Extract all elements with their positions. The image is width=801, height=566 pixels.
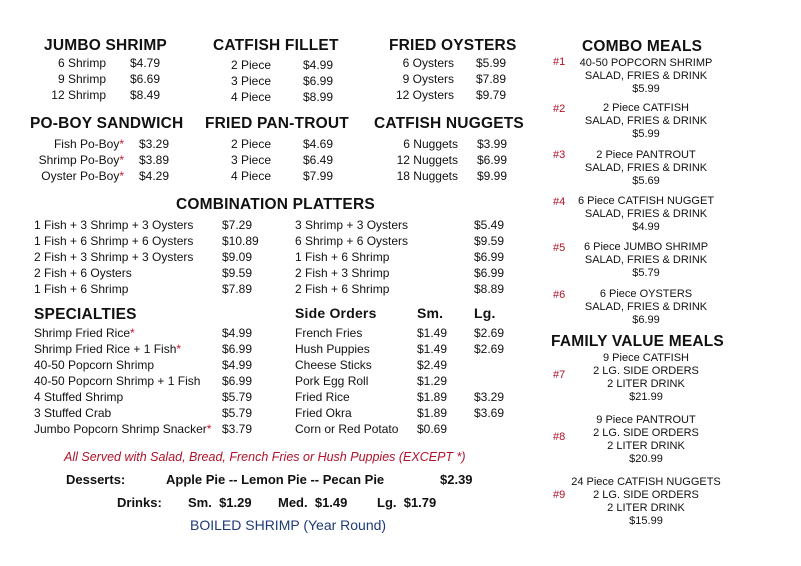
combo-price: $5.69 <box>632 175 660 187</box>
drinks-label: Drinks: <box>117 495 162 510</box>
menu-item-label: 9 Oysters <box>402 72 454 86</box>
menu-item-price: $4.69 <box>303 137 334 151</box>
family-number: #7 <box>553 369 566 381</box>
menu-item-label: Jumbo Popcorn Shrimp Snacker* <box>34 422 212 436</box>
menu-item-label: 40-50 Popcorn Shrimp <box>34 358 155 372</box>
menu-item-label: Shrimp Po-Boy* <box>38 153 124 167</box>
combo-sides: SALAD, FRIES & DRINK <box>584 115 708 127</box>
family-meal-drink: 2 LITER DRINK <box>607 378 685 390</box>
family-meal-price: $20.99 <box>629 453 663 465</box>
combo-number: #6 <box>553 289 566 301</box>
po-boy-heading: PO-BOY SANDWICH <box>30 115 184 132</box>
menu-item-label: 3 Shrimp + 3 Oysters <box>295 218 409 232</box>
family-meal-sides: 2 LG. SIDE ORDERS <box>593 489 699 501</box>
menu-item-price: $9.59 <box>222 266 253 280</box>
side-item-label: Fried Rice <box>295 390 350 404</box>
combo-sides: SALAD, FRIES & DRINK <box>584 70 708 82</box>
menu-item-price: $6.99 <box>303 74 334 88</box>
menu-item-price: $7.29 <box>222 218 253 232</box>
side-item-sm-price: $2.49 <box>417 358 448 372</box>
combo-number: #2 <box>553 103 566 115</box>
menu-item-price: $6.69 <box>130 72 161 86</box>
side-orders-heading: Side Orders <box>295 305 377 321</box>
combo-name: 40-50 POPCORN SHRIMP <box>579 57 713 69</box>
menu-item-label: 40-50 Popcorn Shrimp + 1 Fish <box>34 374 201 388</box>
side-orders-sm-header: Sm. <box>417 305 444 321</box>
menu-item-price: $9.99 <box>477 169 508 183</box>
menu-item-price: $6.99 <box>474 266 505 280</box>
combo-meals-heading: COMBO MEALS <box>582 38 703 55</box>
menu-item-label: 2 Fish + 3 Shrimp <box>295 266 390 280</box>
menu-item-price: $5.99 <box>476 56 507 70</box>
combo-number: #3 <box>553 149 566 161</box>
combo-number: #5 <box>553 242 566 254</box>
combo-sides: SALAD, FRIES & DRINK <box>584 254 708 266</box>
menu-item-price: $8.89 <box>474 282 505 296</box>
combo-sides: SALAD, FRIES & DRINK <box>584 208 708 220</box>
menu-item-price: $4.99 <box>303 58 334 72</box>
desserts-items: Apple Pie -- Lemon Pie -- Pecan Pie <box>166 472 385 487</box>
combo-sides: SALAD, FRIES & DRINK <box>584 162 708 174</box>
side-item-label: Hush Puppies <box>295 342 370 356</box>
menu-item-label: 2 Fish + 6 Shrimp <box>295 282 390 296</box>
menu-item-price: $4.79 <box>130 56 161 70</box>
menu-item-label: 3 Piece <box>231 153 272 167</box>
combo-name: 2 Piece CATFISH <box>603 102 689 114</box>
menu-item-label: 3 Stuffed Crab <box>34 406 112 420</box>
fried-pantrout-heading: FRIED PAN-TROUT <box>205 115 349 132</box>
combo-sides: SALAD, FRIES & DRINK <box>584 301 708 313</box>
family-number: #8 <box>553 431 566 443</box>
combo-name: 6 Piece CATFISH NUGGET <box>577 195 715 207</box>
family-number: #9 <box>553 489 566 501</box>
menu-item-label: 1 Fish + 6 Shrimp <box>34 282 129 296</box>
menu-item-price: $7.89 <box>222 282 253 296</box>
side-item-sm-price: $1.89 <box>417 406 448 420</box>
menu-item-label: 4 Stuffed Shrimp <box>34 390 124 404</box>
drinks-medium: Med. $1.49 <box>278 495 348 510</box>
menu-item-price: $8.49 <box>130 88 161 102</box>
family-meal-name: 9 Piece PANTROUT <box>596 414 696 426</box>
drinks-small: Sm. $1.29 <box>188 495 252 510</box>
menu-item-label: 12 Shrimp <box>51 88 106 102</box>
side-item-label: Fried Okra <box>295 406 352 420</box>
side-item-lg-price: $3.69 <box>474 406 505 420</box>
menu-item-price: $9.09 <box>222 250 253 264</box>
combo-price: $5.79 <box>632 267 660 279</box>
family-meal-drink: 2 LITER DRINK <box>607 440 685 452</box>
specialties-heading: SPECIALTIES <box>34 306 137 323</box>
menu-item-price: $6.99 <box>474 250 505 264</box>
menu-item-label: 18 Nuggets <box>396 169 458 183</box>
menu-item-price: $6.99 <box>477 153 508 167</box>
combo-name: 2 Piece PANTROUT <box>596 149 696 161</box>
menu-item-label: 6 Shrimp <box>57 56 106 70</box>
combo-name: 6 Piece OYSTERS <box>599 288 693 300</box>
side-item-sm-price: $1.29 <box>417 374 448 388</box>
menu-item-label: 6 Oysters <box>402 56 454 70</box>
menu-item-label: 2 Fish + 6 Oysters <box>34 266 132 280</box>
desserts-label: Desserts: <box>66 472 126 487</box>
menu-item-label: Shrimp Fried Rice + 1 Fish* <box>34 342 182 356</box>
menu-item-label: Oyster Po-Boy* <box>41 169 124 183</box>
menu-item-label: 2 Piece <box>231 58 272 72</box>
menu-item-price: $9.79 <box>476 88 507 102</box>
combo-number: #4 <box>553 196 566 208</box>
side-item-lg-price: $2.69 <box>474 326 505 340</box>
menu-item-price: $7.99 <box>303 169 334 183</box>
menu-item-price: $5.79 <box>222 390 253 404</box>
combo-name: 6 Piece JUMBO SHRIMP <box>583 241 709 253</box>
side-orders-lg-header: Lg. <box>474 305 496 321</box>
menu-item-price: $9.59 <box>474 234 505 248</box>
side-item-sm-price: $1.49 <box>417 342 448 356</box>
menu-item-price: $3.29 <box>139 137 170 151</box>
side-item-label: French Fries <box>295 326 363 340</box>
menu-item-price: $3.99 <box>477 137 508 151</box>
jumbo-shrimp-heading: JUMBO SHRIMP <box>44 37 167 54</box>
side-item-lg-price: $3.29 <box>474 390 505 404</box>
menu-item-label: 12 Oysters <box>395 88 454 102</box>
menu-item-label: 6 Nuggets <box>403 137 458 151</box>
menu-item-label: 6 Shrimp + 6 Oysters <box>295 234 409 248</box>
menu-item-label: 3 Piece <box>231 74 272 88</box>
combo-price: $6.99 <box>632 314 660 326</box>
side-item-label: Corn or Red Potato <box>295 422 399 436</box>
menu-item-price: $6.49 <box>303 153 334 167</box>
family-meal-sides: 2 LG. SIDE ORDERS <box>593 427 699 439</box>
menu-item-price: $4.99 <box>222 358 253 372</box>
family-value-meals-heading: FAMILY VALUE MEALS <box>551 333 724 350</box>
family-meal-price: $21.99 <box>629 391 663 403</box>
side-item-lg-price: $2.69 <box>474 342 505 356</box>
boiled-shrimp-note: BOILED SHRIMP (Year Round) <box>190 517 387 533</box>
drinks-large: Lg. $1.79 <box>377 495 437 510</box>
side-item-sm-price: $1.89 <box>417 390 448 404</box>
menu-item-price: $3.79 <box>222 422 253 436</box>
family-meal-name: 9 Piece CATFISH <box>603 352 689 364</box>
catfish-nuggets-heading: CATFISH NUGGETS <box>374 115 524 132</box>
menu-item-label: Shrimp Fried Rice* <box>34 326 135 340</box>
menu-item-label: 1 Fish + 6 Shrimp + 6 Oysters <box>34 234 194 248</box>
menu-item-label: Fish Po-Boy* <box>53 137 124 151</box>
side-item-label: Pork Egg Roll <box>295 374 369 388</box>
menu-item-price: $5.79 <box>222 406 253 420</box>
menu-item-price: $5.49 <box>474 218 505 232</box>
fried-oysters-heading: FRIED OYSTERS <box>389 37 517 54</box>
combination-platters-heading: COMBINATION PLATTERS <box>176 196 375 213</box>
menu-item-price: $6.99 <box>222 342 253 356</box>
menu-item-label: 9 Shrimp <box>57 72 106 86</box>
family-meal-name: 24 Piece CATFISH NUGGETS <box>571 476 721 488</box>
menu-item-price: $3.89 <box>139 153 170 167</box>
family-meal-sides: 2 LG. SIDE ORDERS <box>593 365 699 377</box>
desserts-price: $2.39 <box>440 472 473 487</box>
side-item-label: Cheese Sticks <box>295 358 372 372</box>
menu-item-label: 12 Nuggets <box>396 153 458 167</box>
family-meal-price: $15.99 <box>629 515 663 527</box>
combo-number: #1 <box>553 56 566 68</box>
catfish-fillet-heading: CATFISH FILLET <box>213 37 339 54</box>
combo-price: $5.99 <box>632 83 660 95</box>
menu-item-price: $6.99 <box>222 374 253 388</box>
menu-item-label: 4 Piece <box>231 169 272 183</box>
combo-price: $4.99 <box>632 221 660 233</box>
served-with-note: All Served with Salad, Bread, French Fries or Hush Puppies (EXCEPT *) <box>64 450 466 464</box>
side-item-sm-price: $1.49 <box>417 326 448 340</box>
menu-item-price: $4.29 <box>139 169 170 183</box>
menu-item-label: 2 Fish + 3 Shrimp + 3 Oysters <box>34 250 194 264</box>
menu-item-price: $7.89 <box>476 72 507 86</box>
menu-item-label: 1 Fish + 3 Shrimp + 3 Oysters <box>34 218 194 232</box>
family-meal-drink: 2 LITER DRINK <box>607 502 685 514</box>
menu-item-price: $8.99 <box>303 90 334 104</box>
menu-item-label: 4 Piece <box>231 90 272 104</box>
menu-item-label: 2 Piece <box>231 137 272 151</box>
menu-item-price: $4.99 <box>222 326 253 340</box>
combo-price: $5.99 <box>632 128 660 140</box>
menu-item-label: 1 Fish + 6 Shrimp <box>295 250 390 264</box>
menu-item-price: $10.89 <box>222 234 259 248</box>
side-item-sm-price: $0.69 <box>417 422 448 436</box>
